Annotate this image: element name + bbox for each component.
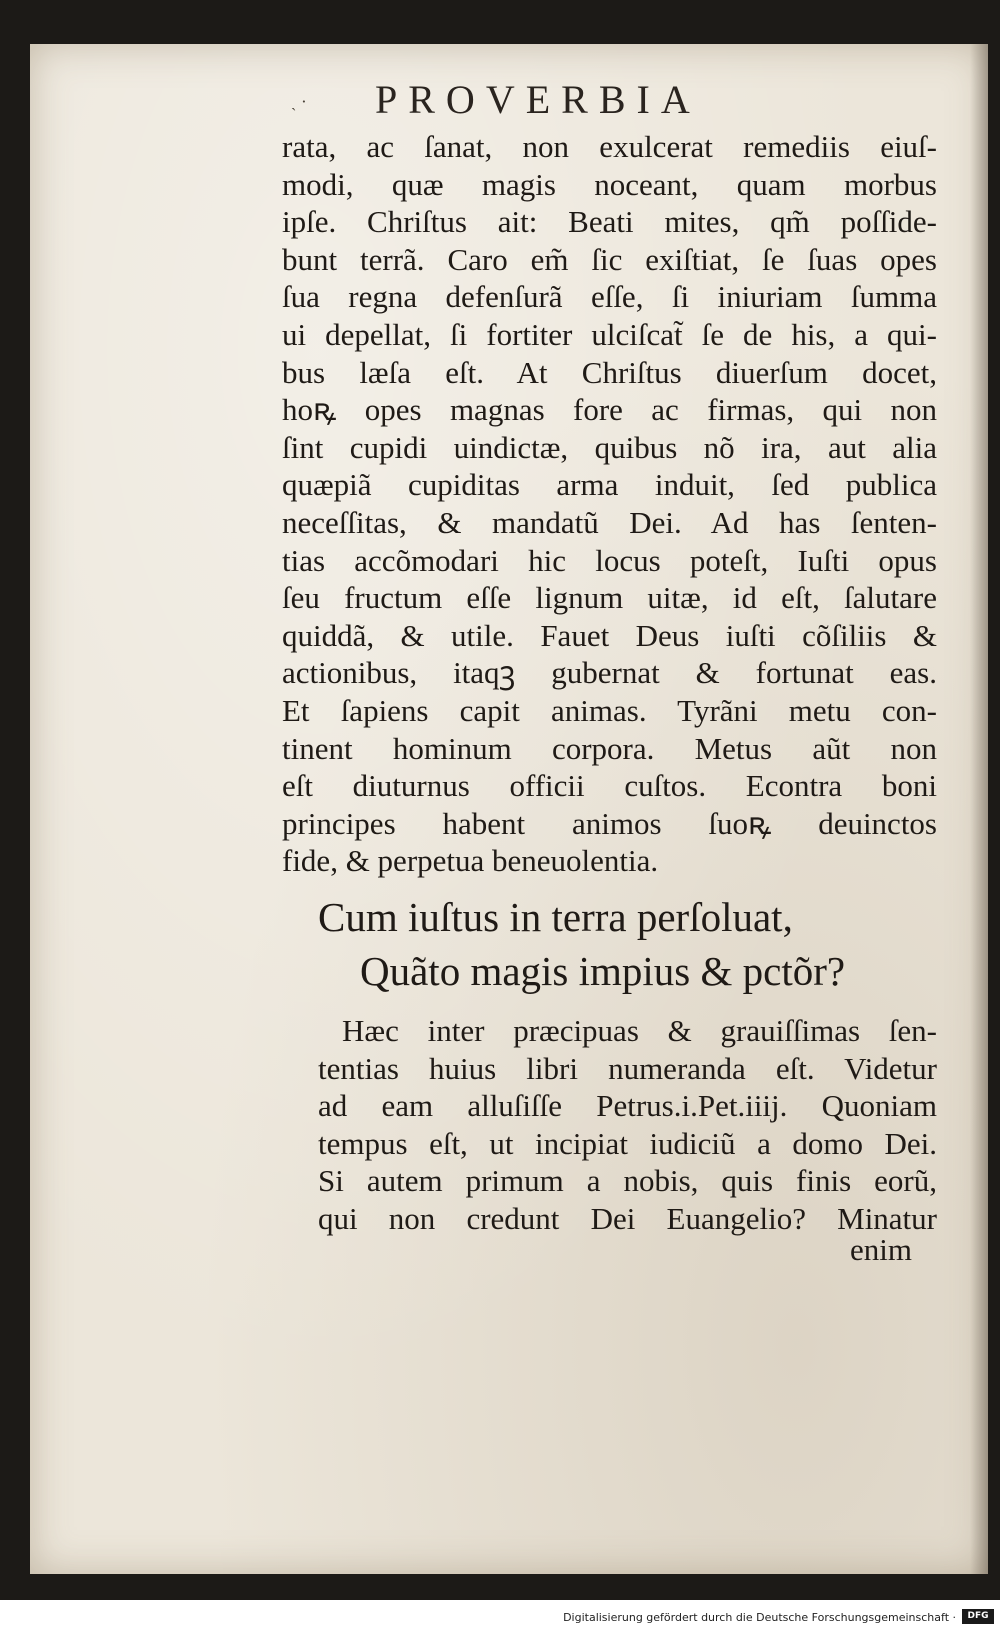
text-line: principes habent animos ſuoꝶ deuinctos bbox=[282, 805, 937, 841]
text-line: tinent hominum corpora. Metus aũt non bbox=[282, 730, 937, 766]
text-line: qui non credunt Dei Euangelio? Minatur bbox=[318, 1200, 937, 1236]
text-line: eſt diuturnus officii cuſtos. Econtra boni bbox=[282, 768, 937, 804]
text-line: bunt terrã. Caro em̃ ſic exiſtiat, ſe ſuas opes bbox=[282, 241, 937, 277]
text-line: Et ſapiens capit animas. Tyrãni metu con- bbox=[282, 692, 937, 728]
text-line: quiddã, & utile. Fauet Deus iuſti cõſiliis & bbox=[282, 617, 937, 653]
text-line: tempus eſt, ut incipiat iudiciũ a domo Dei. bbox=[318, 1125, 937, 1161]
body-text bbox=[282, 128, 937, 880]
text-line: quæpiã cupiditas arma induit, ſed publica bbox=[282, 467, 937, 503]
catchword: enim bbox=[850, 1232, 912, 1267]
text-line: ui depellat, ſi fortiter ulciſcat̃ ſe de his, a qui- bbox=[282, 316, 937, 352]
text-line: fide, & perpetua beneuolentia. bbox=[282, 843, 659, 879]
footer-credit: Digitalisierung gefördert durch die Deutsche Forschungsgemeinschaft · bbox=[563, 1611, 956, 1624]
text-line: ſeu fructum eſſe lignum uitæ, id eſt, ſalutare bbox=[282, 580, 937, 616]
running-title: PROVERBIA bbox=[375, 77, 701, 122]
text-line: bus læſa eſt. At Chriſtus diuerſum docet, bbox=[282, 354, 937, 390]
text-line: neceſſitas, & mandatũ Dei. Ad has ſenten- bbox=[282, 504, 937, 540]
text-line: ipſe. Chriſtus ait: Beati mites, qm̃ poſſide- bbox=[282, 204, 937, 240]
text-line: tias accõmodari hic locus poteſt, Iuſti opus bbox=[282, 542, 937, 578]
verse-line: Quãto magis impius & pctõr? bbox=[360, 948, 846, 994]
text-line: Si autem primum a nobis, quis finis eorũ, bbox=[318, 1163, 937, 1199]
digitization-footer bbox=[0, 1600, 1000, 1632]
text-line: tentias huius libri numeranda eſt. Videtur bbox=[318, 1050, 937, 1086]
text-line: ſint cupidi uindictæ, quibus nõ ira, aut alia bbox=[282, 429, 937, 465]
text-line: Hæc inter præcipuas & grauiſſimas ſen- bbox=[342, 1013, 937, 1048]
text-line: ad eam alluſiſſe Petrus.i.Pet.iiij. Quoniam bbox=[318, 1088, 937, 1124]
text-line: hoꝶ opes magnas fore ac firmas, qui non bbox=[282, 392, 937, 428]
text-line: rata, ac ſanat, non exulcerat remediis eiuſ- bbox=[282, 129, 937, 164]
dfg-logo: DFG bbox=[962, 1609, 994, 1624]
proverb-verse bbox=[318, 890, 958, 998]
corner-mark: ˎ · bbox=[291, 92, 307, 111]
commentary-text bbox=[318, 1012, 937, 1238]
verse-line: Cum iuſtus in terra perſoluat, bbox=[318, 894, 793, 940]
page-edge-shadow bbox=[970, 44, 988, 1574]
page-header bbox=[291, 76, 835, 136]
text-line: actionibus, itaqꝫ gubernat & fortunat eas. bbox=[282, 655, 937, 691]
text-line: ſua regna defenſurã eſſe, ſi iniuriam ſumma bbox=[282, 279, 937, 315]
text-line: modi, quæ magis noceant, quam morbus bbox=[282, 166, 937, 202]
